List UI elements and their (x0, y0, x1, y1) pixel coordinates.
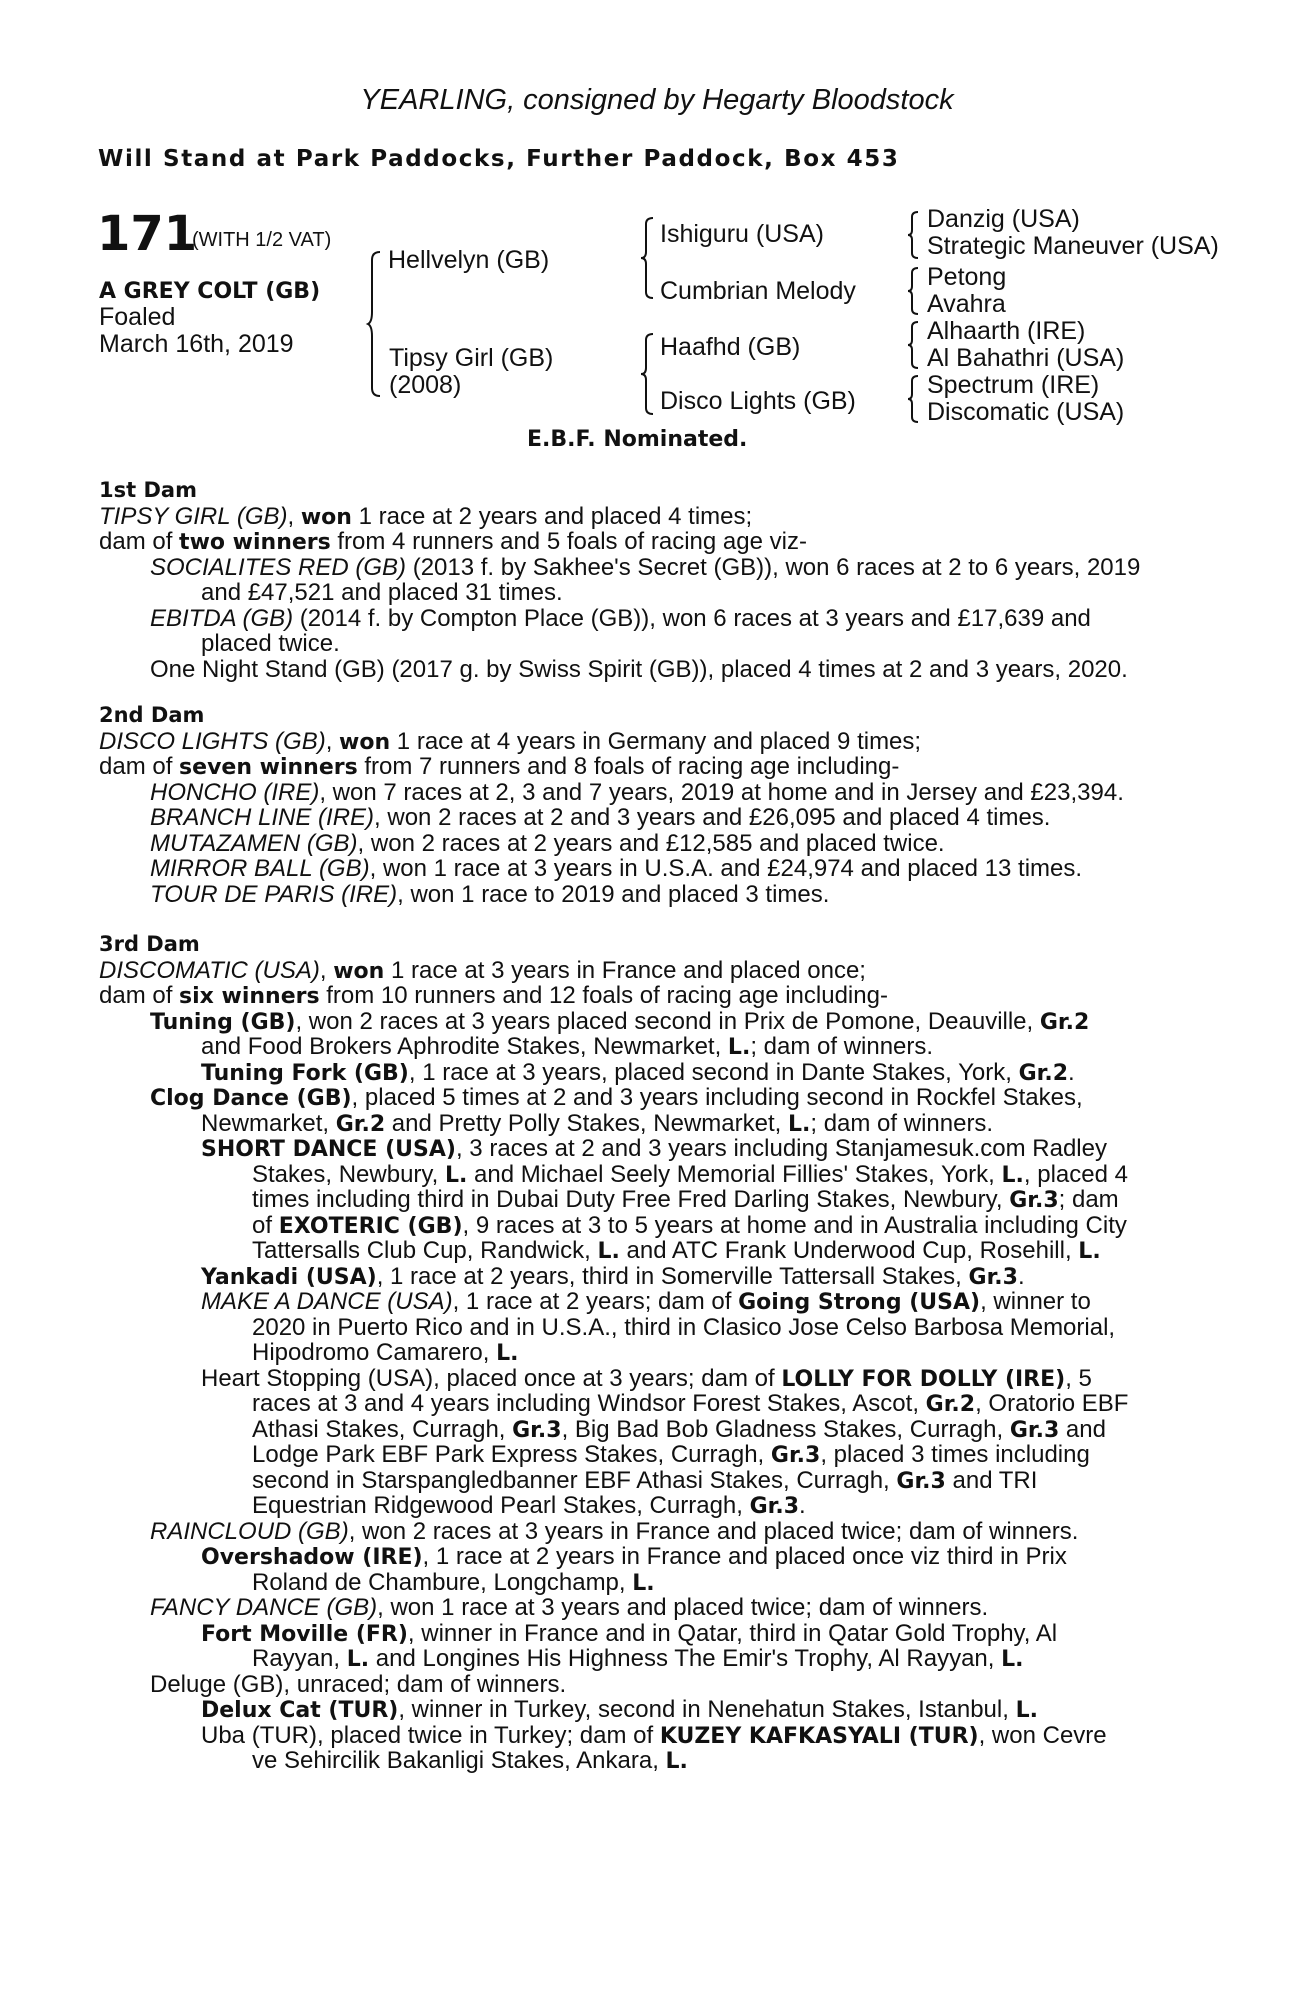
third-dam-line: times including third in Dubai Duty Free Fred Darling Stakes, Newbury, Gr.3; dam (252, 1186, 1119, 1213)
foaled-date: March 16th, 2019 (99, 330, 294, 358)
lot-description: A GREY COLT (GB) (99, 279, 321, 304)
first-dam-line: One Night Stand (GB) (2017 g. by Swiss Spirit (GB)), placed 4 times at 2 and 3 years, 2020. (150, 655, 1128, 683)
second-dam-line: DISCO LIGHTS (GB), won 1 race at 4 years in Germany and placed 9 times; (99, 727, 922, 755)
third-dam-line: Lodge Park EBF Park Express Stakes, Curragh, Gr.3, placed 3 times including (252, 1441, 1090, 1468)
lot-number: 171 (97, 206, 198, 262)
ggp-5: Alhaarth (IRE) (927, 317, 1086, 345)
bracket-parents (368, 250, 382, 400)
third-dam-line: 2020 in Puerto Rico and in U.S.A., third in Clasico Jose Celso Barbosa Memorial, (252, 1313, 1116, 1341)
third-dam-line: Equestrian Ridgewood Pearl Stakes, Curragh, Gr.3. (252, 1492, 806, 1519)
dam-sire: Haafhd (GB) (660, 333, 801, 361)
first-dam-line: dam of two winners from 4 runners and 5 foals of racing age viz- (99, 528, 807, 555)
first-dam-line: SOCIALITES RED (GB) (2013 f. by Sakhee's Secret (GB)), won 6 races at 2 to 6 years, 2019 (150, 553, 1141, 581)
sire-sire: Ishiguru (USA) (660, 220, 824, 248)
first-dam-line: TIPSY GIRL (GB), won 1 race at 2 years and placed 4 times; (99, 502, 753, 530)
second-dam-line: dam of seven winners from 7 runners and 8 foals of racing age including- (99, 753, 900, 780)
third-dam-line: dam of six winners from 10 runners and 12 foals of racing age including- (99, 982, 888, 1009)
third-dam-line: Hipodromo Camarero, L. (252, 1339, 519, 1366)
ggp-1: Danzig (USA) (927, 205, 1080, 233)
bracket-sire-line (641, 216, 655, 300)
third-dam-line: of EXOTERIC (GB), 9 races at 3 to 5 years at home and in Australia including City (252, 1211, 1127, 1239)
third-dam-heading: 3rd Dam (99, 932, 200, 956)
third-dam-line: MAKE A DANCE (USA), 1 race at 2 years; dam of Going Strong (USA), winner to (201, 1288, 1091, 1315)
third-dam-line: RAINCLOUD (GB), won 2 races at 3 years in France and placed twice; dam of winners. (150, 1517, 1079, 1545)
third-dam-line: Rayyan, L. and Longines His Highness The Emir's Trophy, Al Rayyan, L. (252, 1645, 1024, 1672)
bracket-ggp-1 (908, 210, 920, 260)
second-dam-line: TOUR DE PARIS (IRE), won 1 race to 2019 and placed 3 times. (150, 880, 830, 908)
dam: Tipsy Girl (GB) (389, 344, 554, 372)
sire-dam: Cumbrian Melody (660, 277, 856, 305)
third-dam-line: Stakes, Newbury, L. and Michael Seely Memorial Fillies' Stakes, York, L., placed 4 (252, 1160, 1128, 1188)
third-dam-line: Roland de Chambure, Longchamp, L. (252, 1568, 655, 1596)
third-dam-line: Athasi Stakes, Curragh, Gr.3, Big Bad Bob Gladness Stakes, Curragh, Gr.3 and (252, 1415, 1106, 1443)
second-dam-line: MUTAZAMEN (GB), won 2 races at 2 years and £12,585 and placed twice. (150, 829, 945, 857)
bracket-dam-line (641, 332, 655, 416)
second-dam-heading: 2nd Dam (99, 703, 205, 727)
third-dam-line: races at 3 and 4 years including Windsor Forest Stakes, Ascot, Gr.2, Oratorio EBF (252, 1390, 1129, 1417)
third-dam-line: DISCOMATIC (USA), won 1 race at 3 years in France and placed once; (99, 956, 866, 984)
second-dam-line: BRANCH LINE (IRE), won 2 races at 2 and 3 years and £26,095 and placed 4 times. (150, 804, 1051, 831)
second-dam-section (99, 703, 1219, 913)
third-dam-line: Clog Dance (GB), placed 5 times at 2 and 3 years including second in Rockfel Stakes, (150, 1084, 1083, 1111)
second-dam-line: HONCHO (IRE), won 7 races at 2, 3 and 7 years, 2019 at home and in Jersey and £23,394. (150, 778, 1124, 806)
third-dam-line: Tattersalls Club Cup, Randwick, L. and ATC Frank Underwood Cup, Rosehill, L. (252, 1237, 1101, 1264)
dam-year: (2008) (389, 371, 462, 399)
vat-note: (WITH 1/2 VAT) (192, 229, 332, 251)
ggp-6: Al Bahathri (USA) (927, 344, 1125, 372)
bracket-ggp-2 (908, 266, 920, 316)
bracket-ggp-3 (908, 320, 920, 370)
third-dam-line: Tuning (GB), won 2 races at 3 years placed second in Prix de Pomone, Deauville, Gr.2 (150, 1007, 1090, 1035)
third-dam-line: Yankadi (USA), 1 race at 2 years, third in Somerville Tattersall Stakes, Gr.3. (201, 1262, 1025, 1290)
third-dam-line: and Food Brokers Aphrodite Stakes, Newmarket, L.; dam of winners. (201, 1033, 934, 1060)
stand-location: Will Stand at Park Paddocks, Further Paddock, Box 453 (98, 146, 900, 172)
foaled-label: Foaled (99, 303, 176, 331)
ggp-2: Strategic Maneuver (USA) (927, 232, 1219, 260)
sale-title: YEARLING, consigned by Hegarty Bloodstock (360, 84, 954, 116)
ggp-7: Spectrum (IRE) (927, 371, 1100, 399)
ggp-8: Discomatic (USA) (927, 398, 1125, 426)
third-dam-line: Tuning Fork (GB), 1 race at 3 years, placed second in Dante Stakes, York, Gr.2. (201, 1058, 1075, 1086)
third-dam-line: Delux Cat (TUR), winner in Turkey, second in Nenehatun Stakes, Istanbul, L. (201, 1696, 1038, 1723)
third-dam-line: SHORT DANCE (USA), 3 races at 2 and 3 years including Stanjamesuk.com Radley (201, 1135, 1107, 1162)
first-dam-heading: 1st Dam (99, 478, 197, 502)
third-dam-line: Fort Moville (FR), winner in France and in Qatar, third in Qatar Gold Trophy, Al (201, 1619, 1058, 1647)
third-dam-section (99, 932, 1219, 1812)
third-dam-line: Deluge (GB), unraced; dam of winners. (150, 1670, 567, 1698)
third-dam-line: second in Starspangledbanner EBF Athasi Stakes, Curragh, Gr.3 and TRI (252, 1466, 1038, 1494)
third-dam-line: Heart Stopping (USA), placed once at 3 years; dam of LOLLY FOR DOLLY (IRE), 5 (201, 1364, 1092, 1392)
bracket-ggp-4 (908, 374, 920, 424)
first-dam-line: EBITDA (GB) (2014 f. by Compton Place (GB)), won 6 races at 3 years and £17,639 and (150, 604, 1091, 632)
first-dam-line: placed twice. (201, 630, 340, 657)
sire: Hellvelyn (GB) (388, 246, 550, 274)
ggp-3: Petong (927, 263, 1007, 291)
second-dam-line: MIRROR BALL (GB), won 1 race at 3 years in U.S.A. and £24,974 and placed 13 times. (150, 855, 1083, 882)
ebf-nomination: E.B.F. Nominated. (527, 427, 748, 452)
third-dam-line: Newmarket, Gr.2 and Pretty Polly Stakes, Newmarket, L.; dam of winners. (201, 1109, 994, 1137)
first-dam-section (99, 478, 1219, 688)
ggp-4: Avahra (927, 290, 1006, 318)
dam-dam: Disco Lights (GB) (660, 387, 856, 415)
third-dam-line: Uba (TUR), placed twice in Turkey; dam of KUZEY KAFKASYALI (TUR), won Cevre (201, 1721, 1107, 1749)
third-dam-line: ve Sehircilik Bakanligi Stakes, Ankara, L. (252, 1747, 688, 1774)
third-dam-line: FANCY DANCE (GB), won 1 race at 3 years and placed twice; dam of winners. (150, 1594, 989, 1621)
first-dam-line: and £47,521 and placed 31 times. (201, 579, 563, 606)
third-dam-line: Overshadow (IRE), 1 race at 2 years in France and placed once viz third in Prix (201, 1543, 1067, 1570)
